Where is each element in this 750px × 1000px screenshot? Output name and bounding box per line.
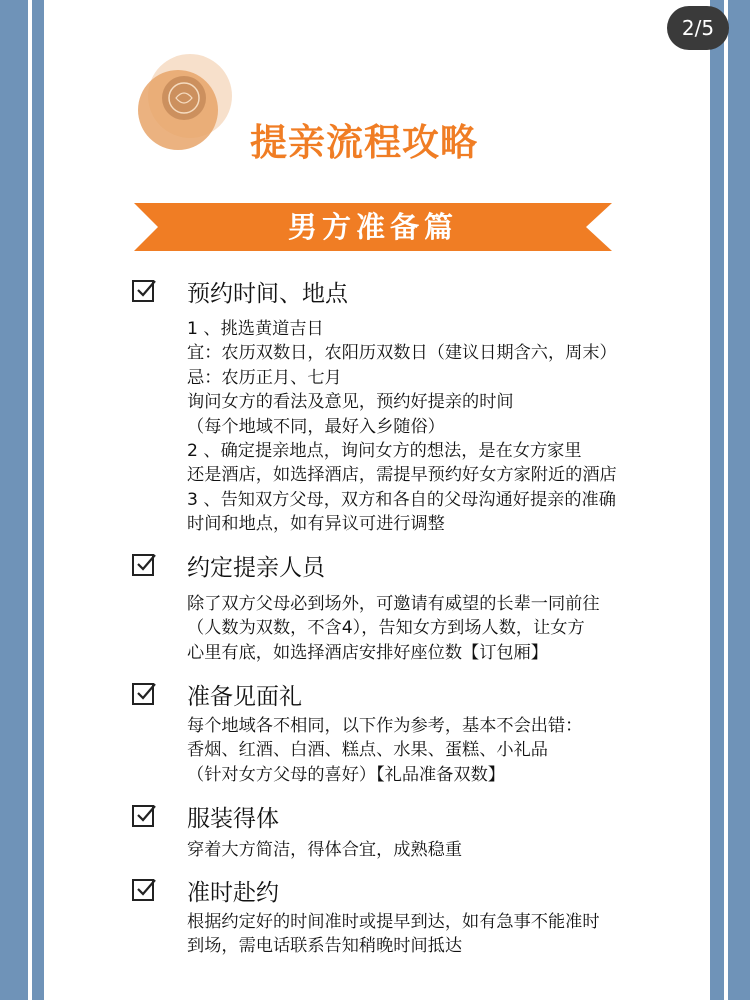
body-line: 除了双方父母必到场外，可邀请有威望的长辈一同前往 (187, 594, 600, 614)
checkbox-icon (132, 280, 154, 302)
body-line: 忌：农历正月、七月 (187, 367, 342, 388)
section-heading: 约定提亲人员 (187, 555, 325, 581)
body-line: 1 、挑选黄道吉日 (187, 319, 324, 339)
checkbox-icon (132, 879, 154, 901)
body-line: 3 、告知双方父母，双方和各自的父母沟通好提亲的准确 (187, 489, 616, 510)
section-body (187, 592, 600, 665)
body-line: 香烟、红酒、白酒、糕点、水果、蛋糕、小礼品 (187, 740, 548, 761)
checkbox-icon (132, 805, 154, 827)
section-heading: 服装得体 (187, 806, 279, 832)
body-line: 时间和地点，如有异议可进行调整 (187, 514, 445, 535)
body-line: 心里有底，如选择酒店安排好座位数【订包厢】 (187, 642, 548, 663)
body-line: 穿着大方简洁，得体合宜，成熟稳重 (187, 840, 463, 860)
page-title: 提亲流程攻略 (250, 121, 478, 164)
body-line: （针对女方父母的喜好）【礼品准备双数】 (187, 764, 505, 785)
left-frame-border (0, 0, 44, 1000)
right-frame-line (724, 0, 728, 1000)
section-body (187, 317, 617, 537)
section-body (187, 838, 462, 862)
body-line: 询问女方的看法及意见，预约好提亲的时间 (187, 392, 514, 413)
page-indicator[interactable]: 2/5 (667, 6, 729, 50)
section-heading: 准时赴约 (187, 880, 279, 906)
checkbox-icon (132, 683, 154, 705)
wax-seal-icon (128, 48, 238, 158)
section-banner: 男方准备篇 (287, 210, 458, 244)
body-line: 宜：农历双数日，农阳历双数日（建议日期含六，周末） (187, 343, 617, 364)
body-line: 到场，需电话联系告知稍晚时间抵达 (187, 936, 463, 957)
section-body (187, 910, 600, 959)
body-line: 还是酒店，如选择酒店，需提早预约好女方家附近的酒店 (187, 465, 617, 486)
body-line: 根据约定好的时间准时或提早到达，如有急事不能准时 (187, 912, 600, 932)
left-frame-line (28, 0, 32, 1000)
body-line: （每个地域不同，最好入乡随俗） (187, 416, 445, 437)
section-heading: 准备见面礼 (187, 684, 302, 710)
right-frame-border (710, 0, 750, 1000)
section-body (187, 714, 582, 787)
checkbox-icon (132, 554, 154, 576)
body-line: 2 、确定提亲地点，询问女方的想法，是在女方家里 (187, 441, 582, 462)
section-heading: 预约时间、地点 (187, 281, 348, 307)
body-line: （人数为双数，不含4），告知女方到场人数，让女方 (187, 618, 585, 639)
body-line: 每个地域各不相同，以下作为参考，基本不会出错： (187, 716, 583, 736)
